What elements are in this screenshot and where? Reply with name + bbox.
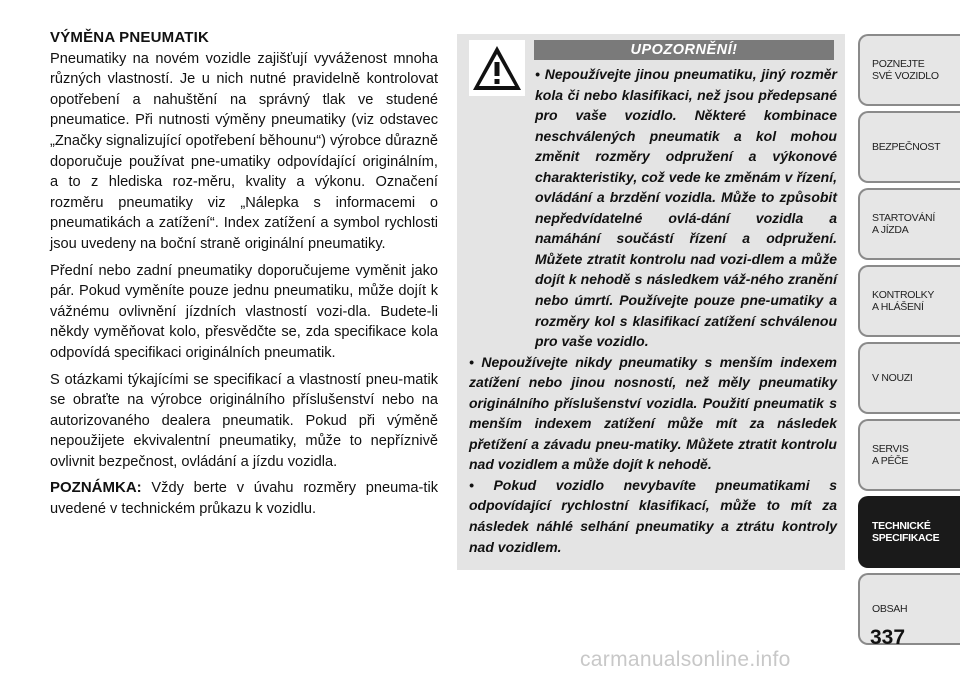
tab-poznejte-sve-vozidlo[interactable] <box>858 34 960 106</box>
page-number: 337 <box>870 626 906 649</box>
warning-box <box>457 34 845 570</box>
note-text: Vždy berte v úvahu rozměry pneuma-tik uvedené v technickém průkazu k vozidlu. <box>50 480 438 518</box>
note-label: POZNÁMKA: <box>50 479 142 497</box>
paragraph-2: Přední nebo zadní pneumatiky doporučujeme vyměnit jako pár. Pokud vyměníte pouze jednu pneumatiku, může dojít k vážnému ovlivnění jízdních vlastností vozi-dla. Budete-li někdy vyměňovat kolo, přesvědčte se, zda specifikace kola odpovídá specifikaci originálních pneumatik. <box>50 262 438 361</box>
tab-label: SERVIS A PÉČE <box>872 443 909 467</box>
warning-title: UPOZORNĚNÍ! <box>534 40 834 60</box>
tab-label: POZNEJTE SVÉ VOZIDLO <box>872 58 939 82</box>
tab-technicke-specifikace[interactable] <box>858 496 960 568</box>
watermark: carmanualsonline.info <box>580 648 791 671</box>
section-heading: VÝMĚNA PNEUMATIK <box>50 29 210 46</box>
tab-v-nouzi[interactable] <box>858 342 960 414</box>
tab-label: V NOUZI <box>872 372 913 384</box>
tab-kontrolky-a-hlaseni[interactable] <box>858 265 960 337</box>
tab-label: OBSAH <box>872 603 908 615</box>
tab-startovani-a-jizda[interactable] <box>858 188 960 260</box>
warning-bullet-3: • Pokud vozidlo nevybavíte pneumatikami s odpovídající rychlostní klasifikací, může to mít za následek náhlé selhání pneumatiky a ztrátu kontroly nad vozidlem. <box>469 476 837 555</box>
warning-bullet-2: • Nepoužívejte nikdy pneumatiky s menším indexem zatížení nebo jinou nosností, než měly pneumatiky originálního příslušenství vozidla. Použití pneumatik s menším indexem zatížení může mít za následek přetížení a závadu pneu-matiky. Můžete ztratit kontrolu nad vozidlem a může dojít k nehodě. <box>469 353 837 473</box>
warning-bullet-1: • Nepoužívejte jinou pneumatiku, jiný rozměr kola či nebo klasifikaci, než jsou předepsané pro vaše vozidlo. Některé kombinace neschválených pneumatik a kol mohou změnit rozměry odpružení a výkonové charakteristiky, což vede ke změnám v řízení, ovládání a brzdění vozidla. Může to způsobit nepředvídatelné ovlá-dání vozidla a namáhání součástí řízení a odpružení. Můžete ztratit kontrolu nad vozi-dlem a může dojít k nehodě s následkem váž-ného zranění nebo úmrtí. Používejte pouze pne-umatiky a rozměry kol s klasifikací zatížení schválenou pro vaše vozidlo. <box>535 66 837 350</box>
tab-bezpecnost[interactable] <box>858 111 960 183</box>
warning-text <box>469 64 837 557</box>
tab-label: STARTOVÁNÍ A JÍZDA <box>872 212 935 236</box>
main-text-column <box>50 28 438 526</box>
tab-servis-a-pece[interactable] <box>858 419 960 491</box>
tab-label: KONTROLKY A HLÁŠENÍ <box>872 289 935 313</box>
tab-label: TECHNICKÉ SPECIFIKACE <box>872 520 940 544</box>
note-paragraph <box>50 478 438 519</box>
tab-label: BEZPEČNOST <box>872 141 941 153</box>
paragraph-3: S otázkami týkajícími se specifikací a vlastností pneu-matik se obraťte na výrobce originálního příslušenství nebo na autorizovaného dealera pneumatik. Pokud při výměně nepoužijete ekvivalentní pneumatiky, může to nepříznivě ovlivnit bezpečnost, ovládání a jízdu vozidla. <box>50 371 438 470</box>
paragraph-1: Pneumatiky na novém vozidle zajišťují vyváženost mnoha různých vlastností. Je u nich nutné pravidelně kontrolovat opotřebení a nahuštění na správný tlak ve studené pneumatice. Při nutnosti výměny pneumatiky (viz odstavec „Značky signalizující opotřebení běhounu“) výrobce důrazně doporučuje používat pne-umatiky odpovídající originálním, a to z hlediska roz-měru, kvality a výkonu. Označení rozměru pneumatiky viz „Nálepka s informacemi o pneumatikách a zatížení“. Index zatížení a symbol rychlosti jsou uvedeny na boční straně originální pneumatiky. <box>50 50 438 252</box>
